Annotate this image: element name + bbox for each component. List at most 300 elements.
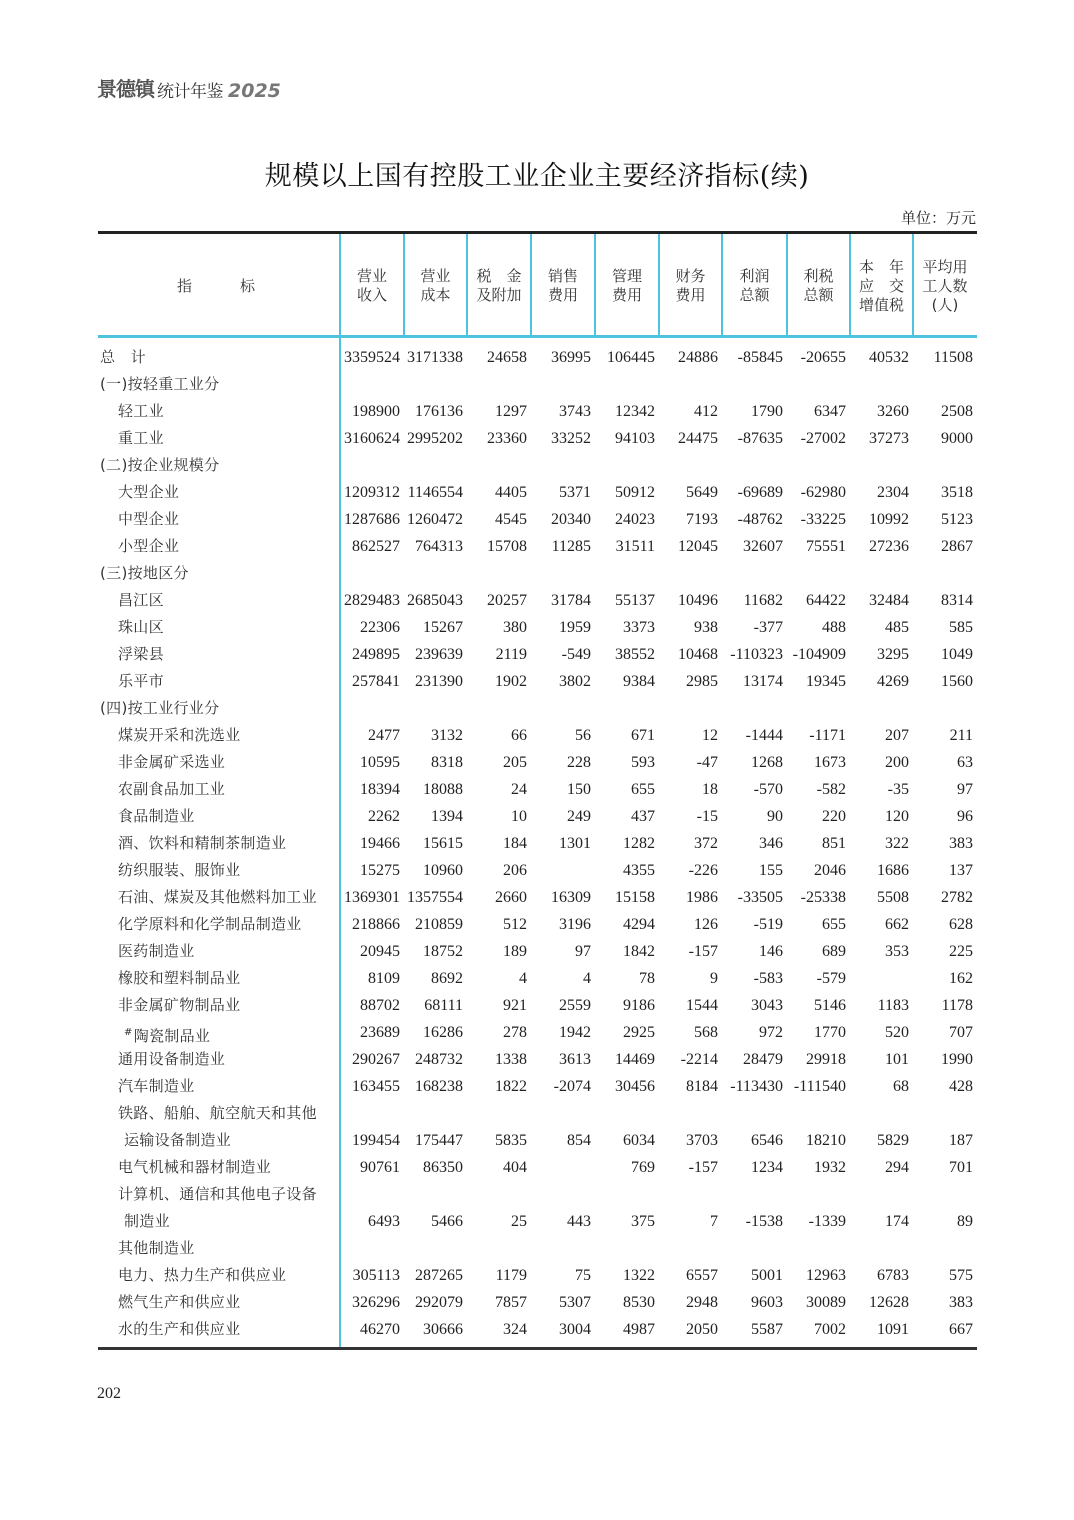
cell-value: 12342 <box>615 403 655 420</box>
table-row <box>98 1100 977 1127</box>
cell-value: 278 <box>503 1024 527 1041</box>
column-divider <box>466 234 468 335</box>
row-label-text: 农副食品加工业 <box>118 780 226 798</box>
cell-value: 707 <box>949 1024 973 1041</box>
cell-value: 187 <box>949 1132 973 1149</box>
table-row <box>98 857 977 884</box>
cell-value: 6493 <box>368 1213 400 1230</box>
cell-value: 3802 <box>559 673 591 690</box>
row-label-text: 非金属矿采选业 <box>118 753 226 771</box>
row-label <box>118 1154 271 1181</box>
cell-value: 8314 <box>941 592 973 609</box>
cell-value: 488 <box>822 619 846 636</box>
cell-value: 938 <box>694 619 718 636</box>
row-label <box>118 857 240 884</box>
row-label <box>118 776 225 803</box>
cell-value: 18 <box>702 781 718 798</box>
row-label <box>118 641 164 668</box>
table-row <box>98 1154 977 1181</box>
cell-value: 1091 <box>877 1321 909 1338</box>
cell-value: 1049 <box>941 646 973 663</box>
cell-value: 2867 <box>941 538 973 555</box>
row-label-text: 煤炭开采和洗选业 <box>118 726 241 744</box>
cell-value: 593 <box>631 754 655 771</box>
cell-value: 428 <box>949 1078 973 1095</box>
cell-value: 10468 <box>678 646 718 663</box>
cell-value: 30456 <box>615 1078 655 1095</box>
column-header-line: 工人数 <box>922 276 968 295</box>
column-header-line: 财务 <box>675 267 706 285</box>
column-divider <box>594 234 596 335</box>
table-row <box>98 1289 977 1316</box>
cell-value: 764313 <box>415 538 463 555</box>
cell-value: 701 <box>949 1159 973 1176</box>
cell-value: 10595 <box>360 754 400 771</box>
cell-value: 29918 <box>806 1051 846 1068</box>
cell-value: 8109 <box>368 970 400 987</box>
cell-value: 200 <box>885 754 909 771</box>
cell-value: 163455 <box>352 1078 400 1095</box>
cell-value: 8692 <box>431 970 463 987</box>
cell-value: 19345 <box>806 673 846 690</box>
table-row <box>98 398 977 425</box>
cell-value: 292079 <box>415 1294 463 1311</box>
cell-value: 14469 <box>615 1051 655 1068</box>
row-label <box>118 587 164 614</box>
cell-value: 15708 <box>487 538 527 555</box>
cell-value: 12 <box>702 727 718 744</box>
column-header-line: 本 年 <box>858 257 904 276</box>
cell-value: 75 <box>575 1267 591 1284</box>
row-label <box>118 668 164 695</box>
table-row <box>98 749 977 776</box>
cell-value: 97 <box>957 781 973 798</box>
cell-value: 225 <box>949 943 973 960</box>
cell-value: 7002 <box>814 1321 846 1338</box>
row-label-text: 石油、煤炭及其他燃料加工业 <box>118 888 317 906</box>
cell-value: 257841 <box>352 673 400 690</box>
column-header-line: 利润 <box>739 267 770 285</box>
cell-value: -47 <box>696 754 718 771</box>
row-label-text: (四)按工业行业分 <box>100 699 220 717</box>
cell-value: 2995202 <box>407 430 463 447</box>
cell-value: -110323 <box>730 646 783 663</box>
column-header-line: 费用 <box>675 286 706 304</box>
cell-value: 66 <box>511 727 527 744</box>
cell-value: 8530 <box>623 1294 655 1311</box>
cell-value: 23360 <box>487 430 527 447</box>
cell-value: 6034 <box>623 1132 655 1149</box>
cell-value: 206 <box>503 862 527 879</box>
cell-value: 1544 <box>686 997 718 1014</box>
cell-value: 3132 <box>431 727 463 744</box>
cell-value: 322 <box>885 835 909 852</box>
row-label <box>100 560 189 587</box>
row-label <box>118 506 179 533</box>
cell-value: 146 <box>759 943 783 960</box>
cell-value: -113430 <box>730 1078 783 1095</box>
table-row <box>98 452 977 479</box>
column-header-line: 及附加 <box>476 286 522 304</box>
row-label <box>100 452 219 479</box>
row-label <box>118 533 179 560</box>
cell-value: 106445 <box>607 349 655 366</box>
cell-value: 162 <box>949 970 973 987</box>
cell-value: -87635 <box>737 430 783 447</box>
row-label <box>118 1181 317 1208</box>
row-label-text: 小型企业 <box>118 537 180 555</box>
cell-value: 1770 <box>814 1024 846 1041</box>
cell-value: 15275 <box>360 862 400 879</box>
cell-value: 437 <box>631 808 655 825</box>
table-row <box>98 425 977 452</box>
cell-value: 2119 <box>495 646 527 663</box>
cell-value: 31511 <box>615 538 655 555</box>
cell-value: 5829 <box>877 1132 909 1149</box>
cell-value: 97 <box>575 943 591 960</box>
cell-value: 353 <box>885 943 909 960</box>
cell-value: 4545 <box>495 511 527 528</box>
column-header-line: (人) <box>931 295 959 314</box>
cell-value: 1357554 <box>407 889 463 906</box>
column-header <box>340 234 404 338</box>
row-label <box>118 830 286 857</box>
table-row <box>98 992 977 1019</box>
cell-value: 4294 <box>623 916 655 933</box>
cell-value: 485 <box>885 619 909 636</box>
cell-value: 37273 <box>869 430 909 447</box>
row-label <box>118 938 195 965</box>
cell-value: 101 <box>885 1051 909 1068</box>
cell-value: 3043 <box>751 997 783 1014</box>
cell-value: 324 <box>503 1321 527 1338</box>
cell-value: 50912 <box>615 484 655 501</box>
column-header <box>467 234 531 338</box>
cell-value: -69689 <box>737 484 783 501</box>
cell-value: 512 <box>503 916 527 933</box>
cell-value: 921 <box>503 997 527 1014</box>
cell-value: 30089 <box>806 1294 846 1311</box>
row-label <box>118 884 317 911</box>
cell-value: 3359524 <box>344 349 400 366</box>
cell-value: -1444 <box>745 727 783 744</box>
cell-value: 198900 <box>352 403 400 420</box>
cell-value: 4 <box>583 970 591 987</box>
cell-value: 520 <box>885 1024 909 1041</box>
table-row <box>98 776 977 803</box>
column-divider <box>849 234 851 335</box>
running-head <box>97 76 281 102</box>
row-label <box>118 479 179 506</box>
row-label-text: (二)按企业规模分 <box>100 456 220 474</box>
cell-value: 5587 <box>751 1321 783 1338</box>
cell-value: 24886 <box>678 349 718 366</box>
cell-value: 231390 <box>415 673 463 690</box>
cell-value: -35 <box>887 781 909 798</box>
cell-value: 7 <box>710 1213 718 1230</box>
cell-value: -226 <box>688 862 718 879</box>
row-label-text: 陶瓷制品业 <box>133 1027 211 1045</box>
cell-value: 346 <box>759 835 783 852</box>
running-head-city: 景德镇 <box>97 77 154 101</box>
cell-value: 120 <box>885 808 909 825</box>
cell-value: 210859 <box>415 916 463 933</box>
row-label <box>118 1100 317 1127</box>
table-row <box>98 830 977 857</box>
row-label <box>118 1316 240 1343</box>
cell-value: 10 <box>511 808 527 825</box>
column-header-line: 税 金 <box>476 267 522 285</box>
cell-value: 689 <box>822 943 846 960</box>
header-bottom-rule <box>98 335 977 338</box>
cell-value: 18088 <box>423 781 463 798</box>
table-row <box>98 1019 977 1046</box>
cell-value: -27002 <box>800 430 846 447</box>
table-row <box>98 884 977 911</box>
cell-value: 20257 <box>487 592 527 609</box>
cell-value: 5835 <box>495 1132 527 1149</box>
cell-value: 75551 <box>806 538 846 555</box>
cell-value: 1301 <box>559 835 591 852</box>
row-label-text: 其他制造业 <box>118 1239 195 1257</box>
row-label <box>118 1262 286 1289</box>
cell-value: 3260 <box>877 403 909 420</box>
row-label-text: 运输设备制造业 <box>124 1131 232 1149</box>
cell-value: 32607 <box>743 538 783 555</box>
cell-value: 174 <box>885 1213 909 1230</box>
cell-value: 412 <box>694 403 718 420</box>
cell-value: 175447 <box>415 1132 463 1149</box>
row-label-text: 昌江区 <box>118 591 164 609</box>
cell-value: 12628 <box>869 1294 909 1311</box>
running-head-year: 2025 <box>228 80 281 102</box>
cell-value: 184 <box>503 835 527 852</box>
cell-value: -157 <box>688 943 718 960</box>
cell-value: 3373 <box>623 619 655 636</box>
cell-value: 667 <box>949 1321 973 1338</box>
cell-value: 88702 <box>360 997 400 1014</box>
row-label <box>124 1127 231 1154</box>
row-label <box>100 371 219 398</box>
cell-value: 671 <box>631 727 655 744</box>
cell-value: 18210 <box>806 1132 846 1149</box>
cell-value: 2262 <box>368 808 400 825</box>
cell-value: 46270 <box>360 1321 400 1338</box>
cell-value: 1234 <box>751 1159 783 1176</box>
table-row <box>98 614 977 641</box>
column-header-line: 费用 <box>547 286 578 304</box>
cell-value: 4269 <box>877 673 909 690</box>
table-row <box>98 911 977 938</box>
page-title: 规模以上国有控股工业企业主要经济指标(续) <box>264 161 810 192</box>
column-header <box>404 234 467 338</box>
table-row <box>98 1046 977 1073</box>
row-label-text: 浮梁县 <box>118 645 164 663</box>
cell-value: -519 <box>753 916 783 933</box>
row-label <box>118 722 240 749</box>
column-header <box>787 234 850 338</box>
table-row <box>98 1181 977 1208</box>
cell-value: 3613 <box>559 1051 591 1068</box>
cell-value: 3518 <box>941 484 973 501</box>
column-header <box>850 234 913 338</box>
cell-value: 2660 <box>495 889 527 906</box>
table-row <box>98 722 977 749</box>
cell-value: 16309 <box>551 889 591 906</box>
cell-value: 443 <box>567 1213 591 1230</box>
cell-value: 1902 <box>495 673 527 690</box>
cell-value: -48762 <box>737 511 783 528</box>
cell-value: 4355 <box>623 862 655 879</box>
column-divider <box>721 234 723 335</box>
table-body <box>98 344 977 1343</box>
cell-value: 38552 <box>615 646 655 663</box>
row-label <box>118 965 240 992</box>
cell-value: 36995 <box>551 349 591 366</box>
cell-value: 56 <box>575 727 591 744</box>
row-label-text: 珠山区 <box>118 618 164 636</box>
cell-value: 89 <box>957 1213 973 1230</box>
cell-value: 655 <box>822 916 846 933</box>
cell-value: 96 <box>957 808 973 825</box>
row-label-text: 轻工业 <box>118 402 164 420</box>
cell-value: 2782 <box>941 889 973 906</box>
cell-value: 10496 <box>678 592 718 609</box>
column-divider <box>339 234 341 1347</box>
cell-value: 290267 <box>352 1051 400 1068</box>
cell-value: 7193 <box>686 511 718 528</box>
cell-value: 64422 <box>806 592 846 609</box>
cell-value: 305113 <box>352 1267 400 1284</box>
cell-value: 404 <box>503 1159 527 1176</box>
cell-value: 3196 <box>559 916 591 933</box>
cell-value: 11508 <box>933 349 973 366</box>
row-label-text: 中型企业 <box>118 510 180 528</box>
cell-value: 31784 <box>551 592 591 609</box>
cell-value: 90761 <box>360 1159 400 1176</box>
cell-value: -377 <box>753 619 783 636</box>
cell-value: -20655 <box>800 349 846 366</box>
cell-value: 1178 <box>941 997 973 1014</box>
subitem-marker: # <box>124 1027 133 1038</box>
cell-value: 9384 <box>623 673 655 690</box>
cell-value: 3160624 <box>344 430 400 447</box>
table-row <box>98 344 977 371</box>
cell-value: 78 <box>639 970 655 987</box>
cell-value: 90 <box>767 808 783 825</box>
table-row <box>98 1073 977 1100</box>
cell-value: 972 <box>759 1024 783 1041</box>
row-label <box>118 911 302 938</box>
cell-value: 9 <box>710 970 718 987</box>
cell-value: 137 <box>949 862 973 879</box>
column-divider <box>658 234 660 335</box>
row-label <box>118 1073 195 1100</box>
row-label-text: 电力、热力生产和供应业 <box>118 1266 287 1284</box>
cell-value: -1171 <box>809 727 846 744</box>
cell-value: -1538 <box>745 1213 783 1230</box>
cell-value: -1339 <box>808 1213 846 1230</box>
cell-value: 15158 <box>615 889 655 906</box>
row-label <box>124 1208 170 1235</box>
cell-value: 28479 <box>743 1051 783 1068</box>
cell-value: 6783 <box>877 1267 909 1284</box>
cell-value: 1986 <box>686 889 718 906</box>
cell-value: -104909 <box>792 646 846 663</box>
cell-value: 375 <box>631 1213 655 1230</box>
cell-value: 155 <box>759 862 783 879</box>
table-row <box>98 938 977 965</box>
cell-value: 6546 <box>751 1132 783 1149</box>
cell-value: 1790 <box>751 403 783 420</box>
cell-value: -582 <box>816 781 846 798</box>
cell-value: 1183 <box>877 997 909 1014</box>
column-header <box>531 234 595 338</box>
cell-value: 5123 <box>941 511 973 528</box>
cell-value: 4405 <box>495 484 527 501</box>
cell-value: -85845 <box>737 349 783 366</box>
cell-value: 1369301 <box>344 889 400 906</box>
cell-value: 18752 <box>423 943 463 960</box>
row-label-text: 汽车制造业 <box>118 1077 195 1095</box>
cell-value: 205 <box>503 754 527 771</box>
cell-value: -549 <box>561 646 591 663</box>
column-header-line: 成本 <box>420 286 451 304</box>
row-label <box>100 695 219 722</box>
cell-value: 5146 <box>814 997 846 1014</box>
column-header <box>722 234 787 338</box>
cell-value: 5508 <box>877 889 909 906</box>
cell-value: 126 <box>694 916 718 933</box>
table-row <box>98 695 977 722</box>
cell-value: 3171338 <box>407 349 463 366</box>
cell-value: 5649 <box>686 484 718 501</box>
cell-value: 8184 <box>686 1078 718 1095</box>
cell-value: 25 <box>511 1213 527 1230</box>
row-label-text: 食品制造业 <box>118 807 195 825</box>
table-row <box>98 641 977 668</box>
cell-value: -583 <box>753 970 783 987</box>
cell-value: 63 <box>957 754 973 771</box>
table-row <box>98 587 977 614</box>
cell-value: 1686 <box>877 862 909 879</box>
cell-value: 24658 <box>487 349 527 366</box>
cell-value: 2477 <box>368 727 400 744</box>
cell-value: 287265 <box>415 1267 463 1284</box>
cell-value: 6347 <box>814 403 846 420</box>
column-header-line: 总额 <box>803 286 834 304</box>
cell-value: 150 <box>567 781 591 798</box>
column-divider <box>786 234 788 335</box>
cell-value: 1990 <box>941 1051 973 1068</box>
row-label <box>118 614 164 641</box>
column-header-line: 销售 <box>547 267 578 285</box>
row-label <box>100 344 146 371</box>
cell-value: 2925 <box>623 1024 655 1041</box>
cell-value: 2046 <box>814 862 846 879</box>
column-header-line: 收入 <box>356 286 387 304</box>
cell-value: 9603 <box>751 1294 783 1311</box>
column-header-line: 总额 <box>739 286 770 304</box>
running-head-book: 统计年鉴 <box>157 82 223 102</box>
cell-value: 33252 <box>551 430 591 447</box>
cell-value: 4987 <box>623 1321 655 1338</box>
cell-value: 5371 <box>559 484 591 501</box>
cell-value: 15615 <box>423 835 463 852</box>
table-row <box>98 803 977 830</box>
cell-value: 326296 <box>352 1294 400 1311</box>
cell-value: 3004 <box>559 1321 591 1338</box>
